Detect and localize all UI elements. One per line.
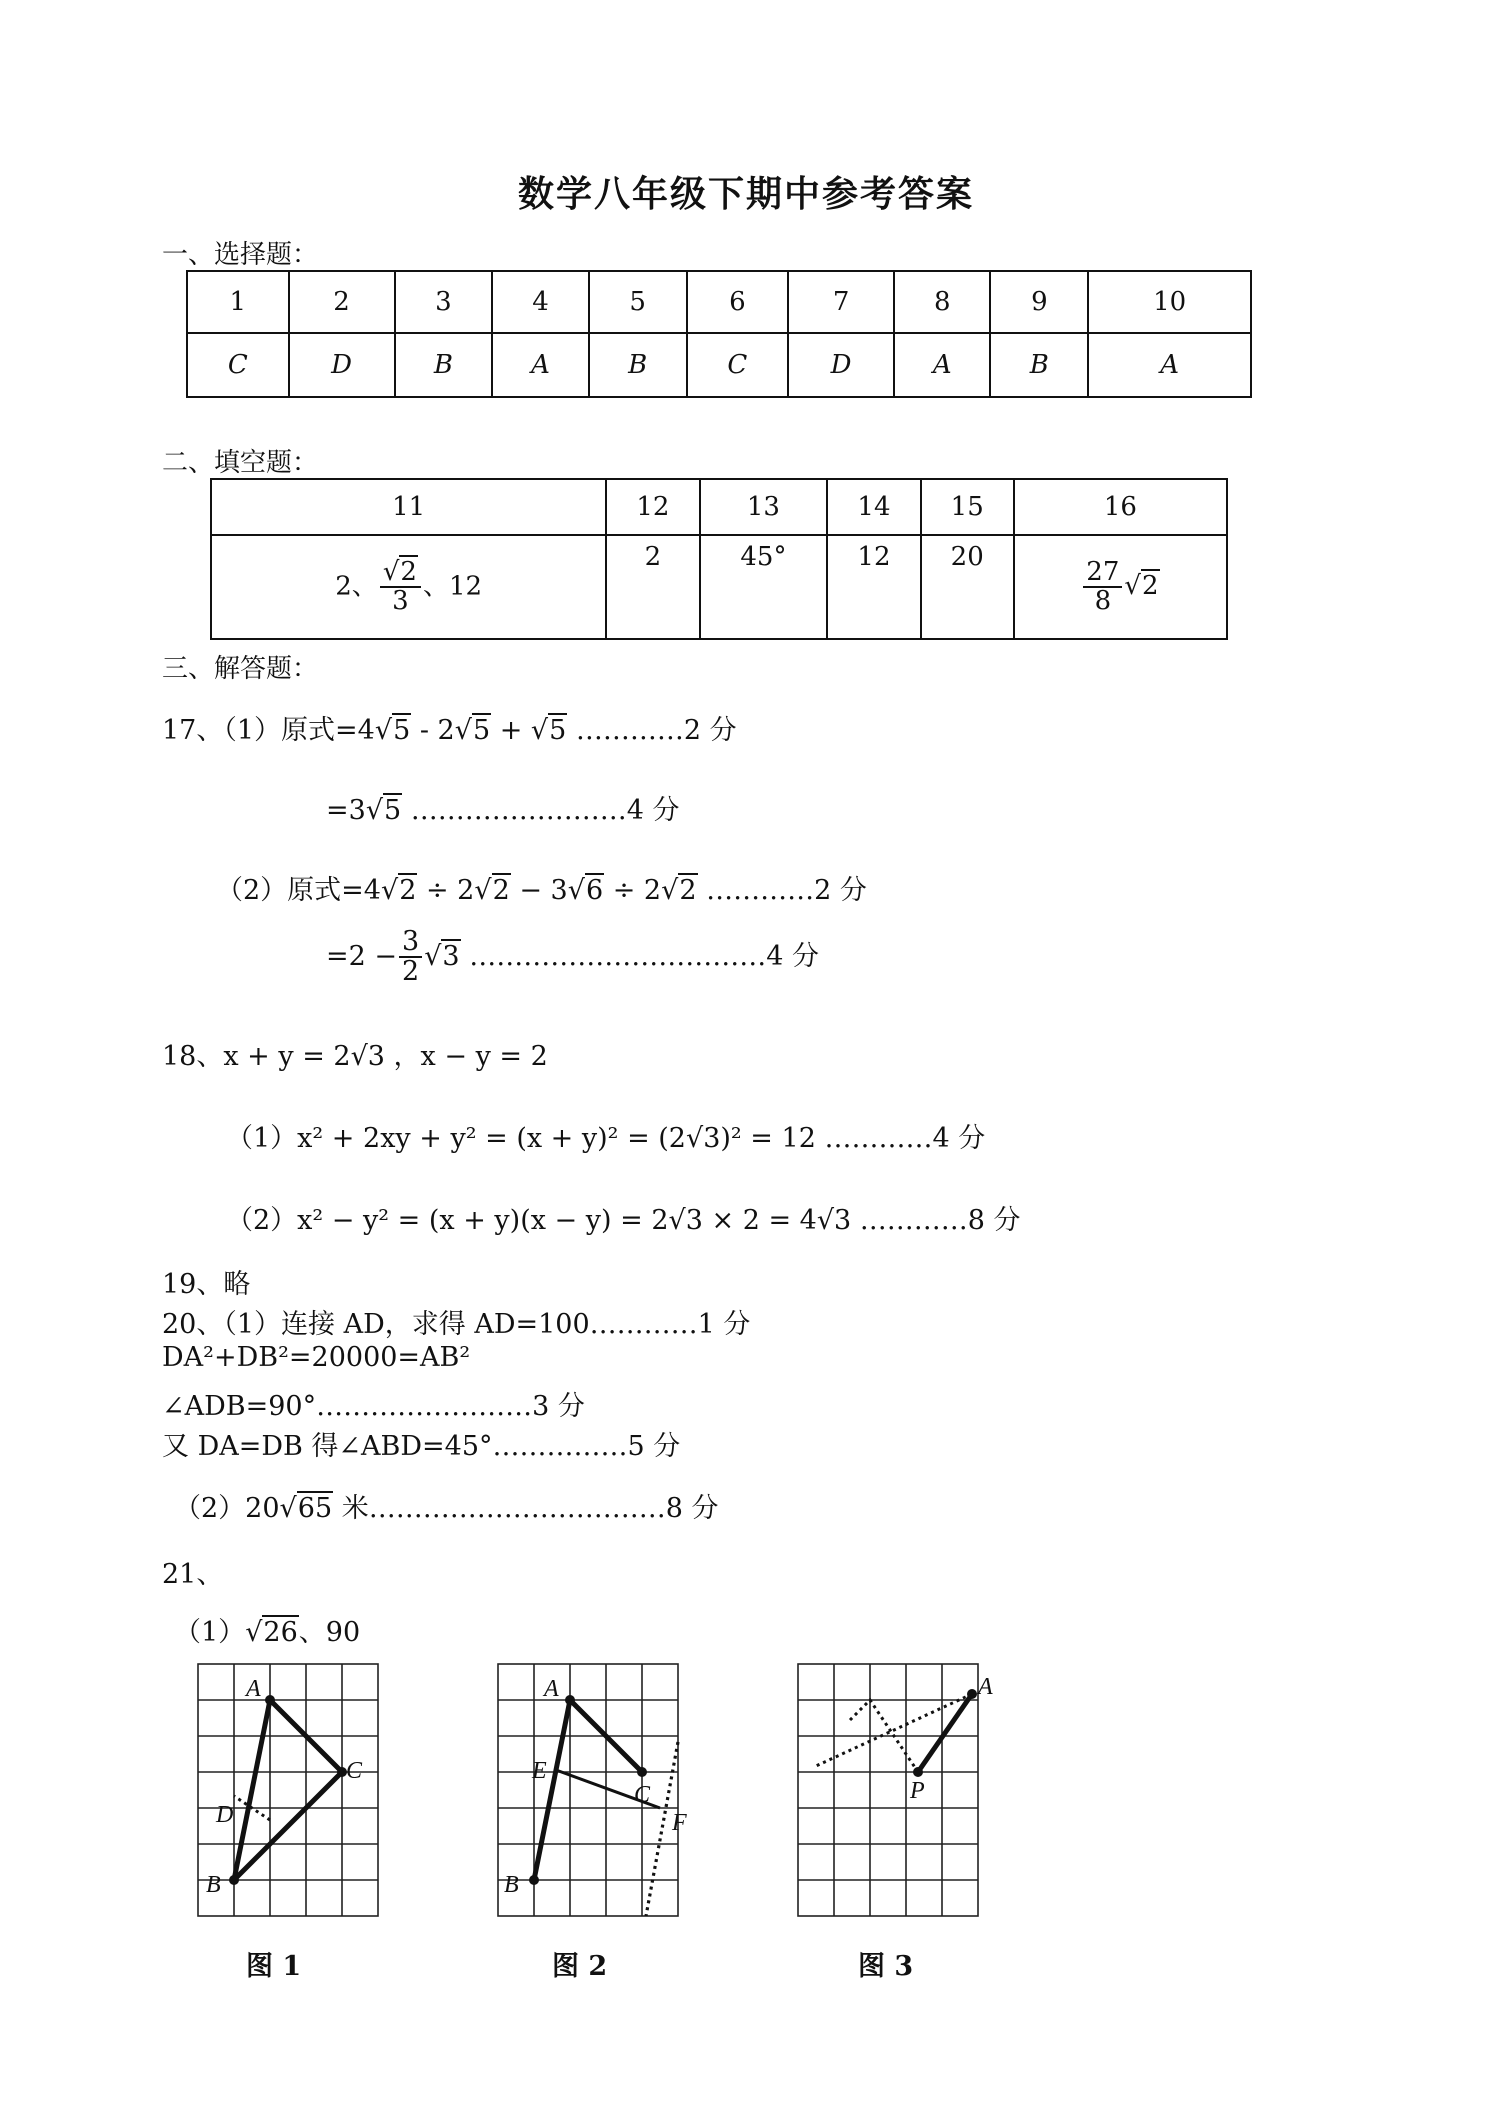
table-cell: 3 [395, 271, 493, 333]
radicand: 5 [472, 715, 491, 746]
denominator: 2 [402, 956, 420, 988]
score: ……………………4 分 [402, 795, 680, 826]
table-cell: 15 [921, 479, 1014, 535]
expr: （2）20 [174, 1493, 280, 1524]
table-cell: 7 [788, 271, 894, 333]
section2-heading: 二、填空题： [162, 448, 319, 478]
table-cell: 1 [187, 271, 289, 333]
expr: （1） [174, 1617, 246, 1648]
q19: 19、略 [162, 1269, 251, 1300]
q20-line1: 20、（1）连接 AD，求得 AD=100…………1 分 [162, 1309, 751, 1340]
q17-line4: =2 − $\frac{3}{2}$ √3 ……………………………4 分 [326, 926, 819, 988]
figure-1-caption: 图 1 [246, 1951, 302, 1982]
table-cell: B [589, 333, 687, 397]
q17-part2-label: （2）原式=4 [216, 875, 381, 906]
triangle-abc [234, 1700, 342, 1880]
answer-14: 12 [827, 535, 920, 639]
table-cell: 6 [687, 271, 789, 333]
table-cell: 12 [606, 479, 699, 535]
answer-13: 45° [700, 535, 828, 639]
radicand: 2 [679, 875, 697, 906]
table-cell: B [395, 333, 493, 397]
label-a: A [544, 1676, 559, 1702]
score: ……………………………4 分 [460, 940, 819, 972]
figure-2-grid [494, 1660, 704, 1934]
section1-heading: 一、选择题： [162, 240, 319, 270]
q17-line2: =3√5 ……………………4 分 [326, 795, 680, 826]
figure-1-grid [194, 1660, 386, 1934]
answer-16-numerator: 27 [1083, 559, 1122, 588]
table-cell: A [492, 333, 588, 397]
operator: ÷ 2 [604, 875, 662, 906]
table-cell: A [894, 333, 990, 397]
operator: - 2 [411, 715, 455, 746]
label-f: F [672, 1810, 687, 1836]
label-a: A [978, 1674, 993, 1700]
radicand: 26 [263, 1617, 298, 1648]
q18-part2: （2）x² − y² = (x + y)(x − y) = 2√3 × 2 = 4√3 …………8 分 [226, 1205, 1021, 1236]
label-b: B [504, 1872, 519, 1898]
q17-line3: （2）原式=4√2 ÷ 2√2 − 3√6 ÷ 2√2 …………2 分 [216, 875, 867, 906]
answer-16: $\frac{27}{8}$ √2 [1014, 535, 1227, 639]
choice-answer-table [186, 270, 1252, 398]
answer-11-suffix: 、12 [422, 571, 483, 601]
q20-line3: ∠ADB=90°……………………3 分 [162, 1391, 585, 1422]
numerator: 3 [399, 928, 422, 958]
figure-2-caption: 图 2 [552, 1951, 608, 1982]
polyline-bac [534, 1700, 642, 1880]
answer-11-denominator: 3 [392, 586, 409, 616]
radicand: 2 [492, 875, 510, 906]
label-c: C [346, 1758, 363, 1784]
radicand: 2 [399, 875, 417, 906]
q20-line4: 又 DA=DB 得∠ABD=45°……………5 分 [162, 1431, 681, 1462]
answer-16-radicand: 2 [1141, 571, 1159, 601]
radicand: 5 [549, 715, 567, 746]
radicand: 6 [585, 875, 604, 906]
q20-line2: DA²+DB²=20000=AB² [162, 1342, 471, 1373]
q21-label: 21、 [162, 1559, 224, 1590]
table-cell: B [990, 333, 1088, 397]
page-title: 数学八年级下期中参考答案 [517, 173, 974, 215]
label-d: D [216, 1802, 234, 1828]
table-cell: 11 [211, 479, 606, 535]
answer-11-radicand: 2 [400, 556, 417, 587]
table-cell: C [687, 333, 789, 397]
label-c: C [634, 1782, 651, 1808]
score: 米……………………………8 分 [333, 1493, 719, 1524]
label-p: P [910, 1778, 925, 1804]
figure-3-grid [794, 1660, 1014, 1934]
section3-heading: 三、解答题： [162, 654, 319, 684]
expr: =3 [326, 795, 366, 826]
label-a: A [246, 1676, 261, 1702]
operator: ÷ 2 [417, 875, 475, 906]
radicand: 65 [297, 1493, 333, 1524]
fill-answer-table [210, 478, 1228, 640]
table-cell: A [1088, 333, 1251, 397]
expr: =2 − [326, 940, 398, 972]
table-cell: 2 [289, 271, 395, 333]
table-cell: 4 [492, 271, 588, 333]
radicand: 3 [442, 940, 460, 972]
table-cell: 5 [589, 271, 687, 333]
table-cell: D [289, 333, 395, 397]
score: …………2 分 [567, 715, 737, 746]
answer-11: 2、 $\frac{√2}{3}$ 、12 [211, 535, 606, 639]
table-cell: 10 [1088, 271, 1251, 333]
label-e: E [532, 1758, 547, 1784]
answer-11-prefix: 2、 [335, 571, 378, 601]
table-cell: 9 [990, 271, 1088, 333]
figure-3-caption: 图 3 [858, 1951, 914, 1982]
q20-line5: （2）20√65 米……………………………8 分 [174, 1493, 719, 1524]
answer-16-denominator: 8 [1094, 586, 1112, 616]
radicand: 5 [384, 795, 402, 826]
expr: 、90 [298, 1617, 361, 1648]
score: …………2 分 [697, 875, 867, 906]
label-b: B [206, 1872, 221, 1898]
answer-12: 2 [606, 535, 699, 639]
q21-part1: （1）√26、90 [174, 1617, 361, 1648]
q17-label: 17、（1）原式=4 [162, 715, 375, 746]
table-cell: 14 [827, 479, 920, 535]
table-cell: 13 [700, 479, 828, 535]
table-cell: D [788, 333, 894, 397]
answer-15: 20 [921, 535, 1014, 639]
q18-part1: （1）x² + 2xy + y² = (x + y)² = (2√3)² = 12 …………4 分 [226, 1123, 986, 1154]
radicand: 5 [393, 715, 411, 746]
operator: + [491, 715, 531, 746]
table-cell: 16 [1014, 479, 1227, 535]
table-cell: 8 [894, 271, 990, 333]
q18-given: 18、x + y = 2√3 ，x − y = 2 [162, 1041, 548, 1072]
operator: − 3 [510, 875, 568, 906]
q17-line1: 17、（1）原式=4√5 - 2√5 + √5 …………2 分 [162, 715, 737, 746]
table-cell: C [187, 333, 289, 397]
